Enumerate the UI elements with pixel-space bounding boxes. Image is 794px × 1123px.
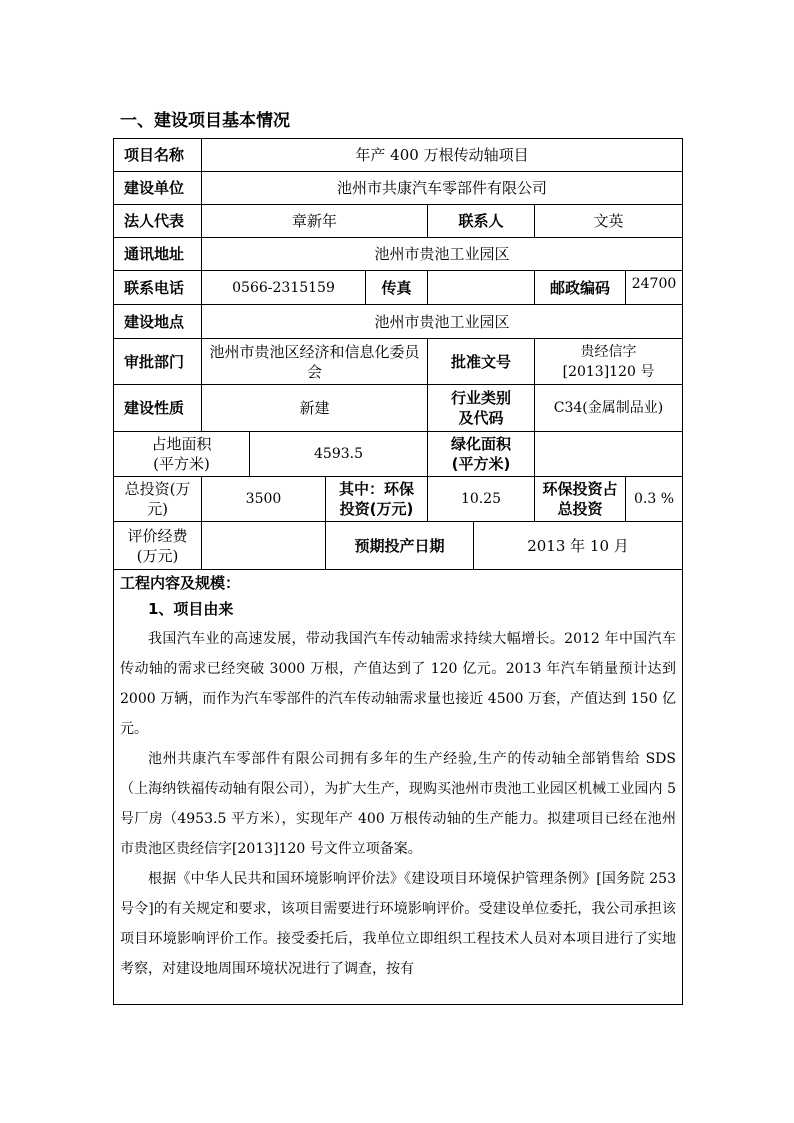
nature-label: 建设性质 — [113, 384, 202, 432]
contact-value: 文英 — [534, 204, 683, 238]
unit-value: 池州市共康汽车零部件有限公司 — [201, 171, 683, 205]
project-name-label: 项目名称 — [113, 138, 202, 172]
env-invest-label: 其中：环保投资(万元) — [325, 476, 428, 522]
eval-fee-label: 评价经费(万元) — [113, 521, 202, 570]
postcode-label: 邮政编码 — [534, 270, 626, 305]
approval-no-label: 批准文号 — [427, 338, 535, 385]
unit-label: 建设单位 — [113, 171, 202, 205]
site-label: 建设地点 — [113, 304, 202, 339]
env-invest-value: 10.25 — [427, 476, 535, 522]
fax-label: 传真 — [365, 270, 428, 305]
contact-label: 联系人 — [427, 204, 535, 238]
prod-date-label: 预期投产日期 — [325, 521, 474, 570]
phone-value: 0566-2315159 — [201, 270, 366, 305]
address-value: 池州市贵池工业园区 — [201, 237, 683, 271]
invest-label: 总投资(万元) — [113, 476, 202, 522]
phone-label: 联系电话 — [113, 270, 202, 305]
area-value: 4593.5 — [249, 431, 428, 477]
section-heading: 一、建设项目基本情况 — [120, 111, 290, 131]
area-label: 占地面积(平方米) — [113, 431, 250, 477]
project-name-value: 年产 400 万根传动轴项目 — [201, 138, 683, 172]
invest-value: 3500 — [201, 476, 326, 522]
content-section-title: 工程内容及规模： — [120, 574, 241, 592]
content-sub-title: 1、项目由来 — [148, 600, 234, 618]
fax-value — [427, 270, 535, 305]
green-value — [534, 431, 683, 477]
address-label: 通讯地址 — [113, 237, 202, 271]
paragraph-2: 池州共康汽车零部件有限公司拥有多年的生产经验,生产的传动轴全部销售给 SDS（上海纳铁福传动轴有限公司），为扩大生产，现购买池州市贵池工业园区机械工业园内 5 号厂房（4953.5 平方米），实现年产 400 万根传动轴的生产能力。拟建项目已经在池州市贵池区贵经信字[2013]120 号文件立项备案。 — [120, 751, 676, 857]
industry-value: C34(金属制品业) — [534, 384, 683, 432]
site-value: 池州市贵池工业园区 — [201, 304, 683, 339]
env-ratio-value: 0.3 % — [625, 476, 683, 522]
paragraph-1: 我国汽车业的高速发展，带动我国汽车传动轴需求持续大幅增长。2012 年中国汽车传动轴的需求已经突破 3000 万根，产值达到了 120 亿元。2013 年汽车销量预计达到 2000 万辆，而作为汽车零部件的汽车传动轴需求量也接近 4500 万套，产值达到 150 亿元。 — [120, 631, 676, 737]
nature-value: 新建 — [201, 384, 428, 432]
approval-dept-label: 审批部门 — [113, 338, 202, 385]
approval-dept-value: 池州市贵池区经济和信息化委员会 — [201, 338, 428, 385]
eval-fee-value — [201, 521, 326, 570]
postcode-value: 24700 — [625, 270, 683, 305]
legal-rep-value: 章新年 — [201, 204, 428, 238]
project-description — [113, 569, 683, 1005]
env-ratio-label: 环保投资占总投资 — [534, 476, 626, 522]
legal-rep-label: 法人代表 — [113, 204, 202, 238]
prod-date-value: 2013 年 10 月 — [473, 521, 683, 570]
paragraph-3: 根据《中华人民共和国环境影响评价法》《建设项目环境保护管理条例》[国务院 253 号令]的有关规定和要求，该项目需要进行环境影响评价。受建设单位委托，我公司承担该项目环境影响评价工作。接受委托后，我单位立即组织工程技术人员对本项目进行了实地考察，对建设地周围环境状况进行了调查，按有 — [120, 871, 676, 977]
green-label: 绿化面积(平方米) — [427, 431, 535, 477]
approval-no-value: 贵经信字[2013]120 号 — [534, 338, 683, 385]
industry-label: 行业类别及代码 — [427, 384, 535, 432]
